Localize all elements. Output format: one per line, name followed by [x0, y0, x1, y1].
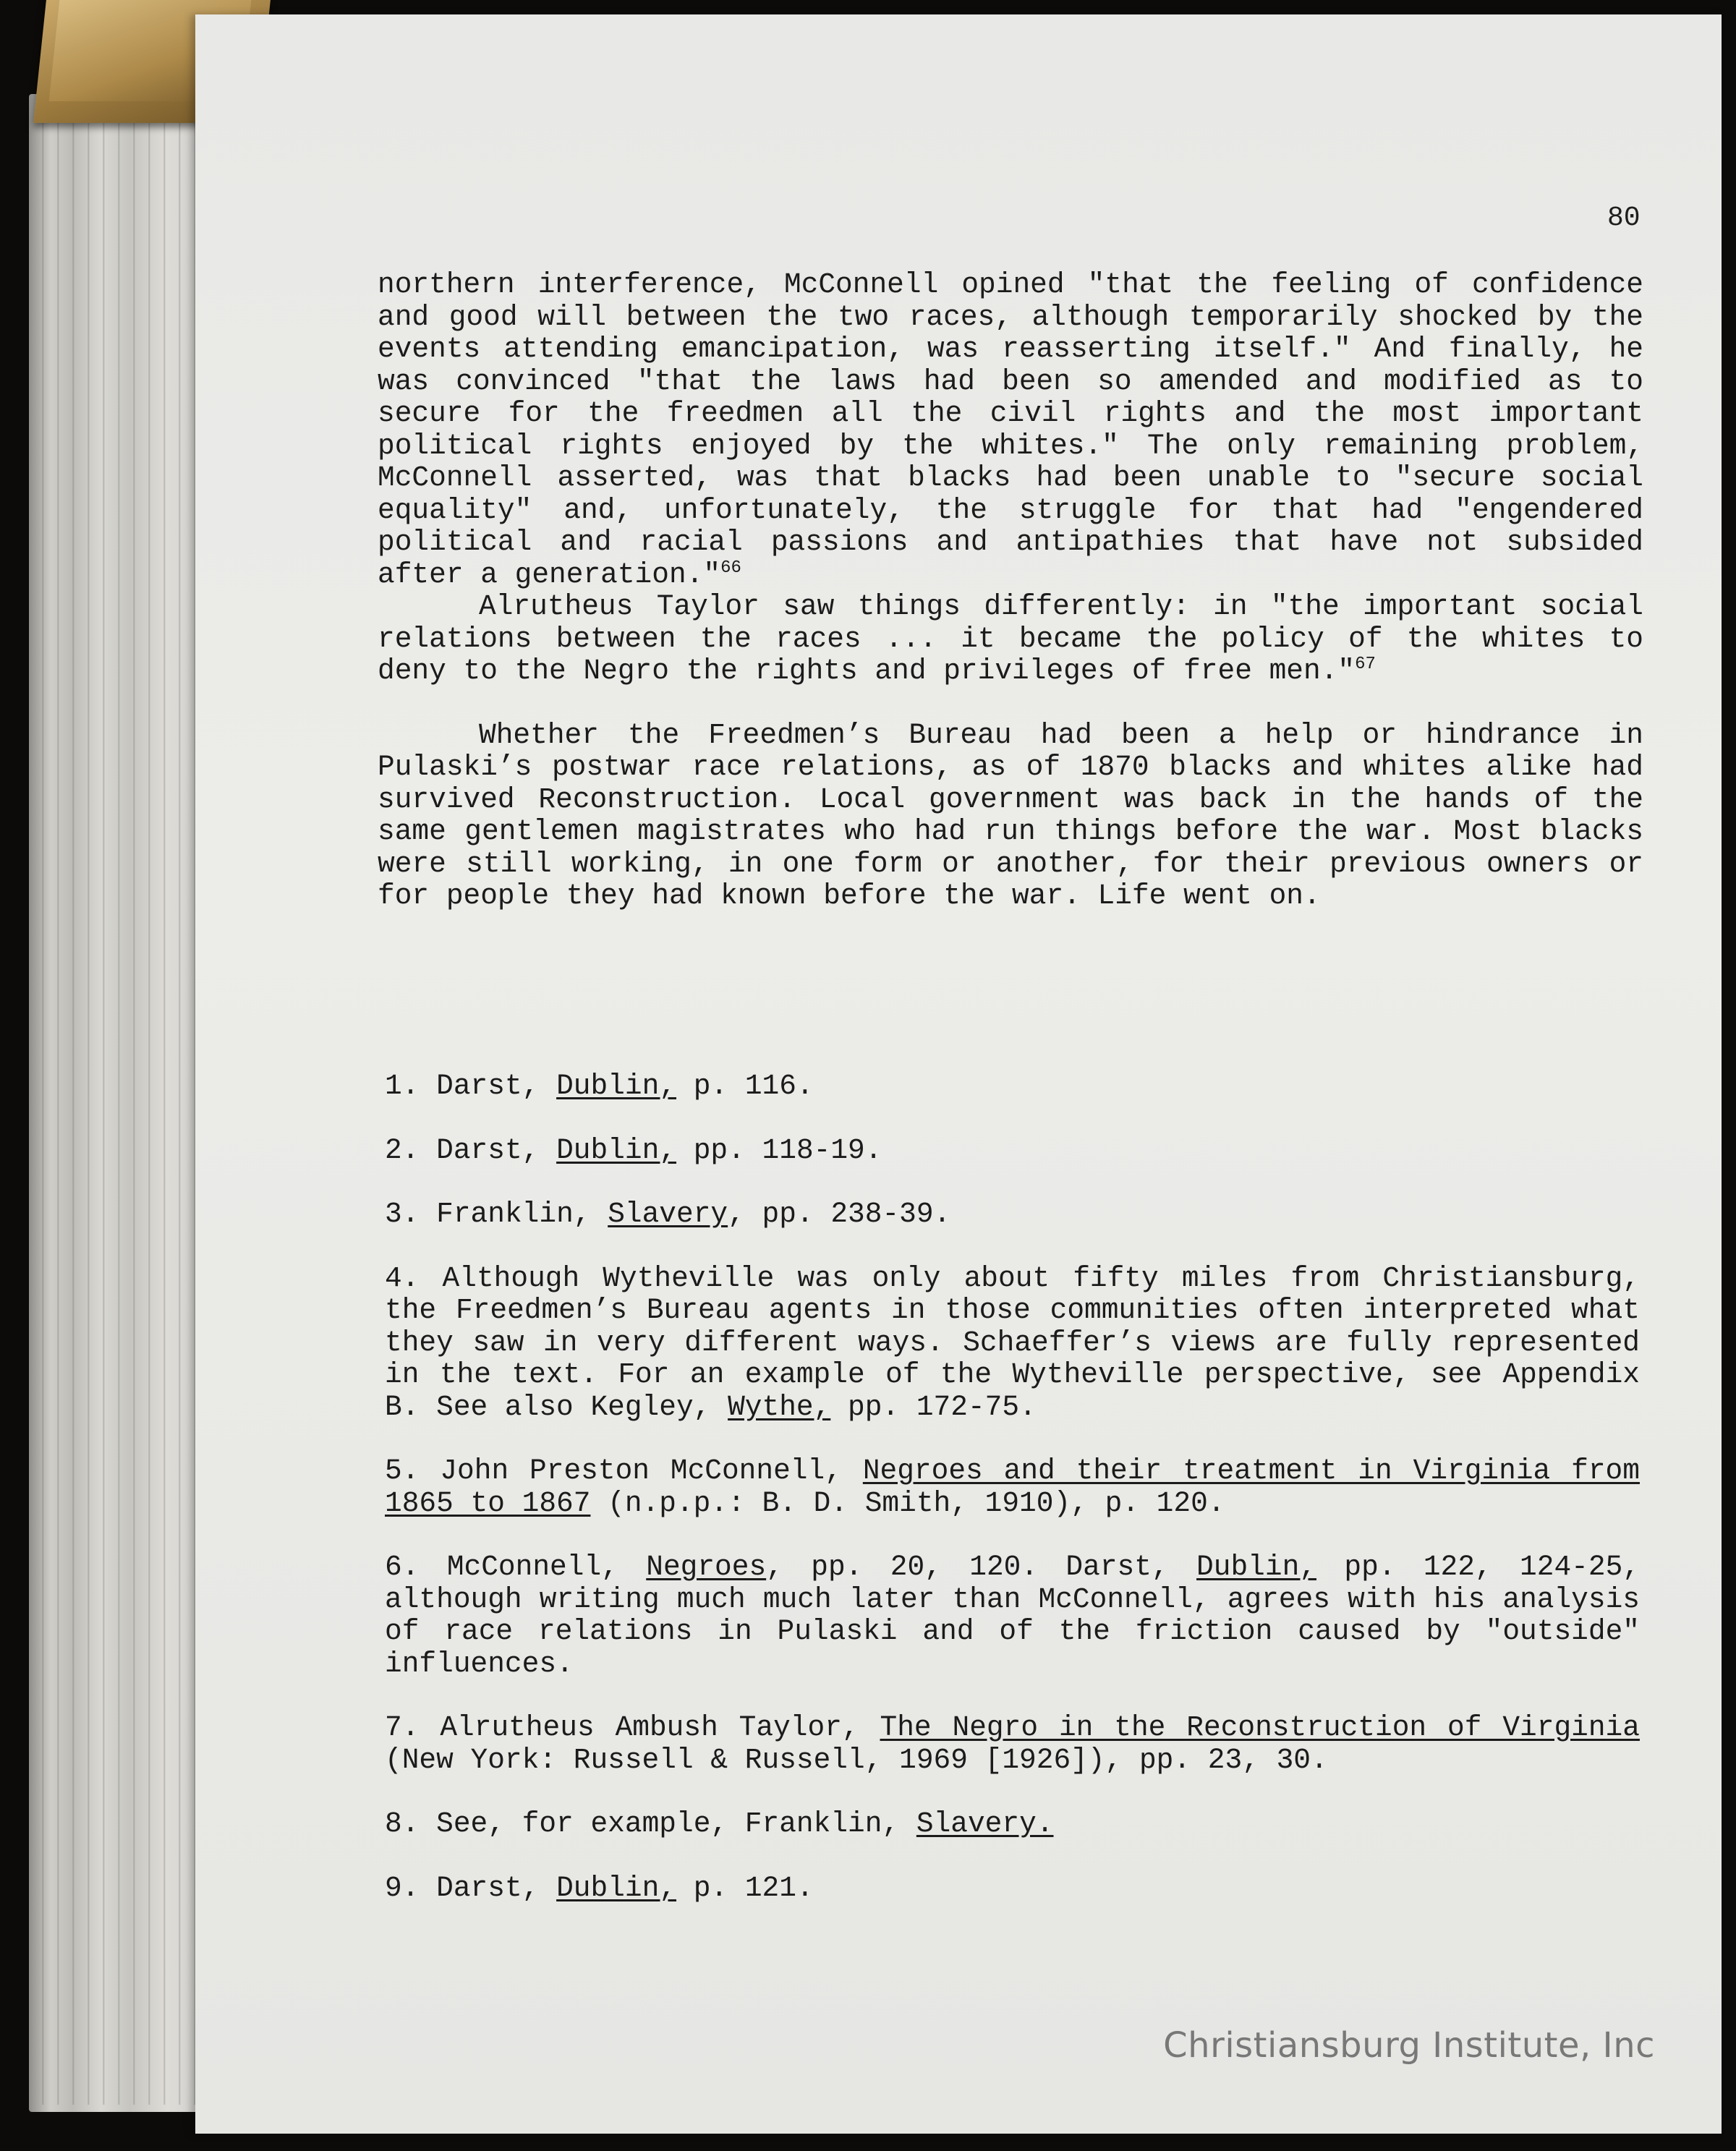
endnote-title: Negroes and their treatment in Virginia from 1865 to 1867 [385, 1454, 1640, 1520]
endnote-title: Dublin, [556, 1133, 677, 1167]
endnote-text: , pp. 20, 120. Darst, [766, 1551, 1197, 1583]
endnote-text: John Preston McConnell, [440, 1454, 863, 1487]
endnote-text: Franklin, [436, 1198, 608, 1230]
paragraph-3-text: Whether the Freedmen’s Bureau had been a help or hindrance in Pulaski’s postwar race relations, as of 1870 blacks and whites alike had survived Reconstruction. Local government was back in the hands of the same gentlemen magistrates who had run things before the war. Most blacks were still working, in one form or another, for their previous owners or for people they had known before the war. Life went on. [378, 718, 1643, 912]
endnote-8 [385, 1808, 1640, 1841]
endnote-5 [385, 1455, 1640, 1520]
endnote-number: 4. [385, 1261, 420, 1295]
endnote-4 [385, 1263, 1640, 1424]
endnote-number: 6. [385, 1551, 420, 1583]
endnote-1 [385, 1070, 1640, 1103]
paragraph-2-text: Alrutheus Taylor saw things differently: in "the important social relations between the races ... it became the policy of the whites to deny to the Negro the rights and privileges of free men." [378, 590, 1643, 687]
endnote-title: Dublin, [1196, 1551, 1316, 1583]
paragraph-2 [378, 591, 1643, 688]
endnotes [385, 1070, 1640, 1936]
endnote-number: 3. [385, 1198, 420, 1230]
endnote-title: Dublin, [556, 1871, 677, 1904]
paragraph-1 [378, 269, 1643, 591]
endnote-text: Darst, [436, 1133, 557, 1167]
endnote-text: , pp. 238-39. [728, 1198, 951, 1230]
endnote-text: (New York: Russell & Russell, 1969 [1926]), pp. 23, 30. [385, 1743, 1328, 1776]
endnote-number: 9. [385, 1871, 420, 1904]
endnote-text: p. 116. [676, 1070, 814, 1102]
paragraph-3 [378, 720, 1643, 913]
endnote-text: (n.p.p.: B. D. Smith, 1910), p. 120. [590, 1486, 1225, 1520]
endnote-title: Slavery [608, 1198, 728, 1230]
body-text [378, 269, 1643, 913]
endnote-number: 1. [385, 1070, 420, 1102]
endnote-text: Alrutheus Ambush Taylor, [440, 1711, 880, 1744]
endnote-3 [385, 1198, 1640, 1231]
footnote-ref-67: 67 [1355, 654, 1376, 674]
endnote-text: p. 121. [676, 1871, 814, 1904]
watermark: Christiansburg Institute, Inc [1163, 2025, 1655, 2066]
endnote-title: Wythe, [728, 1390, 831, 1423]
endnote-text: See, for example, Franklin, [436, 1807, 916, 1840]
endnote-title: The Negro in the Reconstruction of Virginia [880, 1711, 1640, 1744]
footnote-ref-66: 66 [720, 558, 741, 578]
paragraph-1-text: northern interference, McConnell opined "that the feeling of confidence and good will between the two races, although temporarily shocked by the events attending emancipation, was reasserting itself." And finally, he was convinced "that the laws had been so amended and modified as to secure for the freedmen all the civil rights and the most important political rights enjoyed by the whites." The only remaining problem, McConnell asserted, was that blacks had been unable to "secure social equality" and, unfortunately, the struggle for that had "engendered political and racial passions and antipathies that have not subsided after a generation." [378, 268, 1643, 591]
endnote-title: Slavery. [916, 1807, 1054, 1840]
endnote-number: 8. [385, 1807, 420, 1840]
endnote-text: McConnell, [446, 1551, 647, 1583]
endnote-text: pp. 118-19. [676, 1133, 882, 1167]
endnote-2 [385, 1135, 1640, 1167]
endnote-title: Negroes [646, 1551, 767, 1583]
endnote-7 [385, 1712, 1640, 1776]
endnote-text: Darst, [436, 1070, 557, 1102]
endnote-text: Darst, [436, 1871, 557, 1904]
endnote-9 [385, 1873, 1640, 1905]
endnote-title: Dublin, [556, 1070, 677, 1102]
endnote-number: 7. [385, 1711, 420, 1744]
endnote-text: Although Wytheville was only about fifty miles from Christiansburg, the Freedmen’s Bureau agents in those communities often interpreted what they saw in very different ways. Schaeffer’s views are fully represented in the text. For an example of the Wytheville perspective, see Appendix B. See also Kegley, [385, 1261, 1640, 1423]
endnote-text: pp. 122, 124-25, although writing much much later than McConnell, agrees with his analysis of race relations in Pulaski and of the friction caused by "outside" influences. [385, 1551, 1640, 1680]
page-stack-lines [29, 101, 195, 2105]
endnote-text: pp. 172-75. [830, 1390, 1037, 1423]
page-number: 80 [1607, 203, 1641, 234]
endnote-6 [385, 1551, 1640, 1680]
endnote-number: 2. [385, 1133, 420, 1167]
endnote-number: 5. [385, 1454, 420, 1487]
